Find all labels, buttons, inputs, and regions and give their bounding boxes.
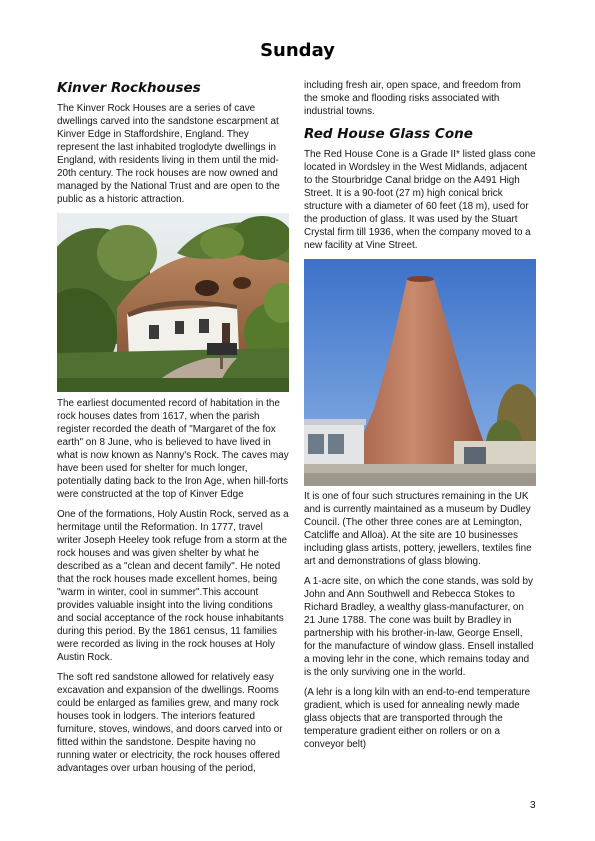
glasscone-paragraph-3: A 1-acre site, on which the cone stands, was sold by John and Ann Southwell and Rebecca Stokes to Richard Bradley, a wealthy glass-manufacturer, on 21 June 1788. The cone was built by Bradley in partnership with his brother-in-law, George Ensell, for the manufacture of window glass. Ensell installed a moving lehr in the cone, which remains today and is the only surviving one in the world. (304, 576, 534, 678)
red-house-glass-cone-photo (304, 259, 536, 486)
glasscone-paragraph-2: It is one of four such structures remaining in the UK and is currently maintained as a museum by Dudley Council. (The other three cones are at Lemington, Catcliffe and Alloa). At the site are 10 businesses including glass artists, pottery, jewellers, textiles fine art and demonstrations of glass blowing. (304, 491, 532, 567)
rockhouses-paragraph-3: One of the formations, Holy Austin Rock, served as a hermitage until the Reformation. In 1777, travel writer Joseph Heeley took refuge from a storm at the rock houses and was given shelter by what he described as a "clean and decent family". He noted that the rock houses made excellent homes, being "warm in winter, cool in summer".This account provides valuable insight into the living conditions and social acceptance of the rock house inhabitants during this period. By the 1861 census, 11 families were recorded as living in the rock houses at Holy Austin Rock. (57, 509, 289, 663)
page-number: 3 (530, 800, 536, 811)
kinver-rockhouses-heading: Kinver Rockhouses (57, 80, 201, 96)
kinver-rockhouses-photo (57, 213, 289, 392)
red-house-glass-cone-heading: Red House Glass Cone (304, 126, 473, 142)
rockhouses-paragraph-1: The Kinver Rock Houses are a series of cave dwellings carved into the sandstone escarpment at Kinver Edge in Staffordshire, England. They represent the last inhabited troglodyte dwellings in England, with residents living in them until the mid-20th century. The rock houses are now owned and managed by the National Trust and are open to the public as a historic attraction. (57, 103, 280, 205)
glasscone-paragraph-1: The Red House Cone is a Grade II* listed glass cone located in Wordsley in the West Midlands, adjacent to the Stourbridge Canal bridge on the A491 High Street. It is a 90-foot (27 m) high conical brick structure with a diameter of 60 feet (18 m), used for the production of glass. It was used by the Stuart Crystal firm till 1936, when the company moved to a new facility at Vine Street. (304, 149, 536, 251)
left-column (57, 79, 289, 782)
right-column (304, 79, 536, 758)
rockhouses-paragraph-2: The earliest documented record of habitation in the rock houses dates from 1617, when the parish register recorded the death of "Margaret of the fox earth" on 8 June, who is believed to have lived in what is now known as Nanny's Rock. The caves may have been used for shelter for much longer, potentially dating back to the Iron Age, when hill-forts were constructed at the top of Kinver Edge (57, 398, 289, 500)
glasscone-paragraph-4: (A lehr is a long kiln with an end-to-end temperature gradient, which is used for annealing newly made glass objects that are transported through the temperature gradient either on rollers or on a conveyor belt) (304, 687, 531, 750)
rockhouses-paragraph-4: The soft red sandstone allowed for relatively easy excavation and expansion of the dwellings. Rooms could be enlarged as families grew, and many rock houses took in lodgers. The interiors featured furniture, stoves, windows, and doors carved into or fitted within the sandstone. Despite having no running water or electricity, the rock houses offered advantages over urban housing of the period, (57, 672, 283, 774)
page-title: Sunday (260, 40, 335, 61)
rockhouses-paragraph-4-continued: including fresh air, open space, and freedom from the smoke and flooding risks associated with industrial towns. (304, 80, 521, 117)
